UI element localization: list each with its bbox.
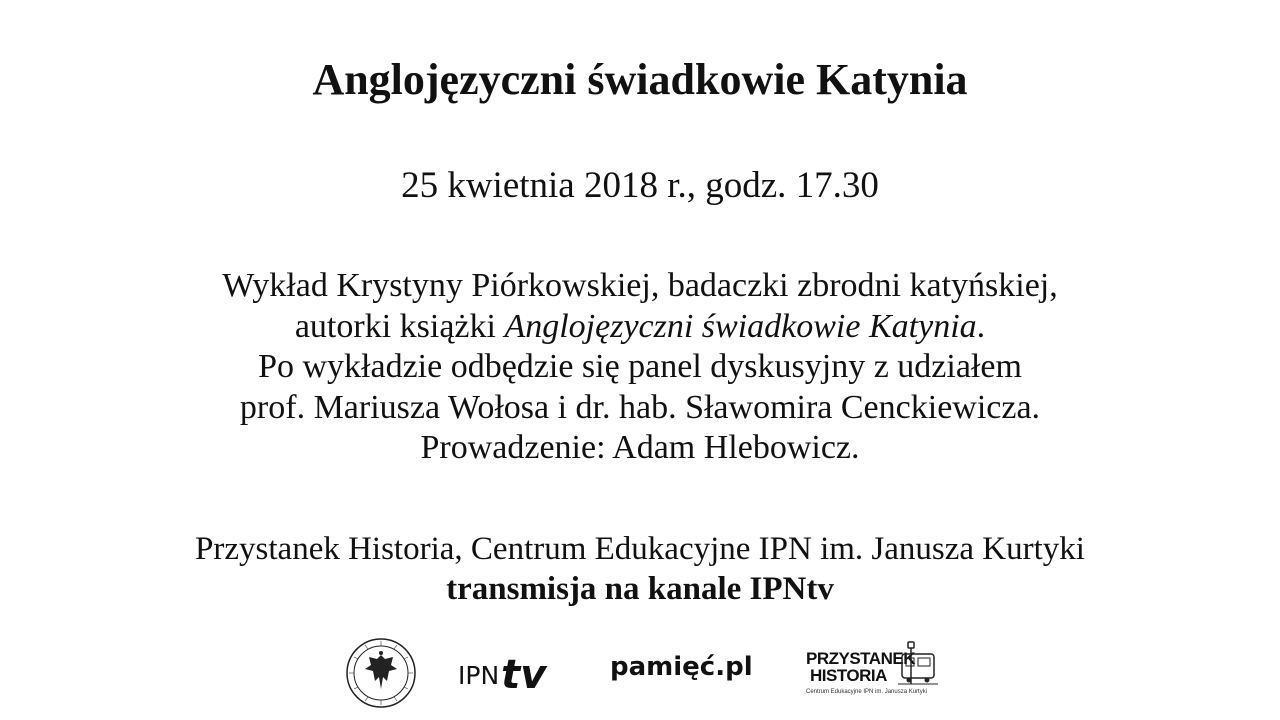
ipntv-logo-tv: tv	[501, 652, 547, 698]
broadcast-info: transmisja na kanale IPNtv	[446, 571, 834, 607]
event-title: Anglojęzyczni świadkowie Katynia	[312, 55, 968, 104]
przystanek-logo-line2: HISTORIA	[810, 666, 887, 685]
ipntv-logo-ipn: IPN	[458, 660, 500, 690]
event-description	[0, 266, 1280, 469]
venue-place: Przystanek Historia, Centrum Edukacyjne IPN im. Janusza Kurtyki	[195, 531, 1085, 567]
ipn-eagle-seal-icon	[345, 637, 417, 709]
logo-bar	[0, 630, 1280, 710]
book-title: Anglojęzyczni świadkowie Katynia	[504, 307, 977, 345]
przystanek-logo-subtitle: Centrum Edukacyjne IPN im. Janusza Kurtyki	[806, 689, 928, 695]
ipntv-logo	[458, 650, 546, 700]
description-line-1: Wykład Krystyny Piórkowskiej, badaczki zbrodni katyńskiej,	[222, 267, 1058, 304]
description-line-2-suffix: .	[976, 307, 986, 345]
description-line-2	[0, 307, 1280, 348]
description-line-5: Prowadzenie: Adam Hlebowicz.	[420, 429, 860, 466]
przystanek-logo-line1: PRZYSTANEK	[806, 649, 915, 668]
description-line-4: prof. Mariusza Wołosa i dr. hab. Sławomira Cenckiewicza.	[239, 388, 1041, 426]
event-venue	[0, 529, 1280, 609]
description-line-3: Po wykładzie odbędzie się panel dyskusyjny z udziałem	[258, 348, 1022, 385]
description-line-2-prefix: autorki książki	[294, 307, 505, 345]
event-date: 25 kwietnia 2018 r., godz. 17.30	[401, 165, 879, 206]
pamiec-logo: pamięć.pl	[610, 652, 753, 682]
tram-stop-icon	[898, 640, 938, 686]
przystanek-historia-logo	[806, 640, 938, 700]
